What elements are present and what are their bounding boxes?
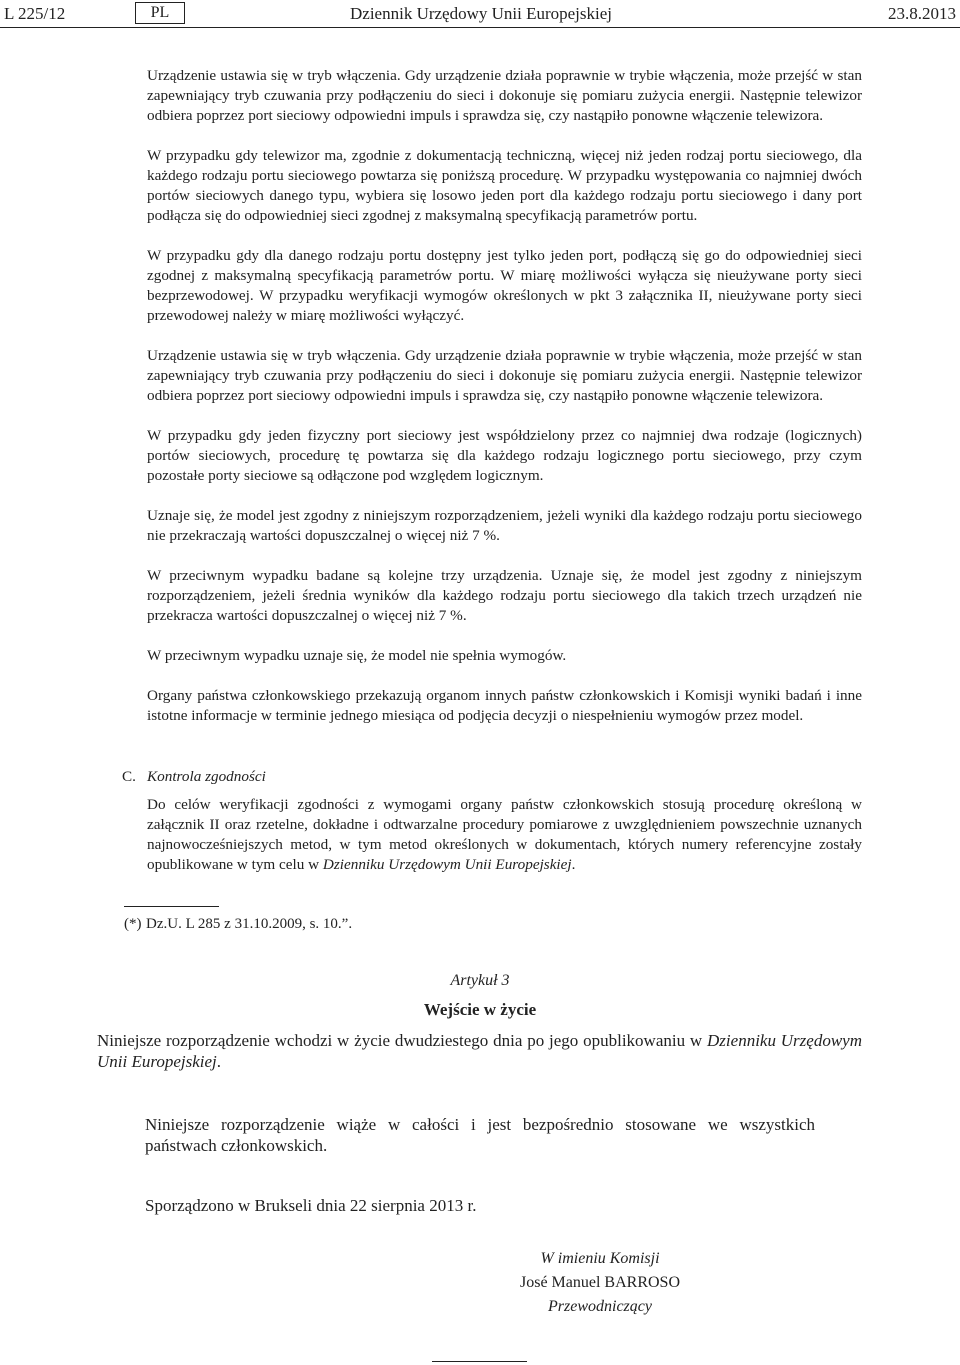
paragraph: W przeciwnym wypadku uznaje się, że model nie spełnia wymogów. <box>147 647 567 664</box>
paragraph: Urządzenie ustawia się w tryb włączenia. Gdy urządzenie działa poprawnie w trybie włączenia, może przejść w stan zapewniający tryb czuwania przy podłączeniu do sieci i dokonuje się pomiaru zużycia energii. Następnie telewizor odbiera poprzez port sieciowy odpowiedni impuls i sprawdza się, czy nastąpiło ponowne włączenie telewizora. <box>147 347 862 404</box>
article-body-text: Niniejsze rozporządzenie wchodzi w życie dwudziestego dnia po jego opublikowaniu w <box>97 1031 708 1050</box>
signatory-role: Przewodniczący <box>548 1298 652 1315</box>
article-title: Artykuł 3 <box>450 972 510 989</box>
section-title: Kontrola zgodności <box>147 768 266 785</box>
paragraph: W przypadku gdy jeden fizyczny port sieciowy jest współdzielony przez co najmniej dwa rodzaje (logicznych) portów sieciowych, procedurę tę powtarza się dla każdego rodzaju logicznego portu sieciowego, przy czym pozostałe porty sieciowe są odłączone pod względem logicznym. <box>147 427 862 484</box>
bottom-divider <box>432 1361 527 1362</box>
main-text <box>147 66 862 746</box>
section-number: C. <box>122 768 136 785</box>
section-body <box>147 795 862 875</box>
article-body <box>97 1030 862 1072</box>
journal-name: Dzienniku Urzędowym Unii Europejskiej <box>97 1031 862 1071</box>
journal-name: Dzienniku Urzędowym Unii Europejskiej <box>322 856 572 873</box>
section-body-text: Do celów weryfikacji zgodności z wymogami organy państw członkowskich stosują procedurę określoną w załącznik II oraz rzetelne, dokładne i odtwarzalne procedury pomiarowe z uwzględnieniem powszechnie uznanych najnowocześniejszych metod, w tym metod określonych w dokumentach, których numery referencyjne zostały opublikowane w tym celu w <box>147 796 862 873</box>
section-c <box>122 767 862 875</box>
publication-date: 23.8.2013 <box>888 4 956 23</box>
section-heading <box>122 767 862 787</box>
footnote-divider <box>124 906 219 907</box>
language-badge: PL <box>135 2 185 24</box>
paragraph: W przypadku gdy dla danego rodzaju portu dostępny jest tylko jeden port, podłączą się go do odpowiedniej sieci zgodnej z maksymalną specyfikacją parametrów portu. W miarę możliwości wyłącza się nieużywane porty sieci bezprzewodowej. W przypadku weryfikacji wymogów określonych w pkt 3 załącznika II, nieużywane porty sieci przewodowej należy w miarę możliwości wyłączyć. <box>147 247 862 324</box>
paragraph: Urządzenie ustawia się w tryb włączenia. Gdy urządzenie działa poprawnie w trybie włączenia, może przejść w stan zapewniający tryb czuwania przy podłączeniu do sieci i dokonuje się pomiaru zużycia energii. Następnie telewizor odbiera poprzez port sieciowy odpowiedni impuls i sprawdza się, czy nastąpiło ponowne włączenie telewizora. <box>147 67 862 124</box>
binding-clause: Niniejsze rozporządzenie wiąże w całości i jest bezpośrednio stosowane we wszystkich państwach członkowskich. <box>145 1115 815 1155</box>
journal-reference: L 225/12 <box>4 4 66 23</box>
section-body-end: . <box>571 856 576 873</box>
signature-on-behalf: W imieniu Komisji <box>540 1250 660 1267</box>
paragraph: Uznaje się, że model jest zgodny z niniejszym rozporządzeniem, jeżeli wyniki dla każdego rodzaju portu sieciowego nie przekraczają wartości dopuszczalnej o więcej niż 7 %. <box>147 507 862 544</box>
footnote-marker: (*) <box>124 916 142 932</box>
footnote-text: Dz.U. L 285 z 31.10.2009, s. 10.”. <box>146 916 353 932</box>
footnote <box>124 914 352 934</box>
page-header <box>0 3 960 28</box>
done-at-clause: Sporządzono w Brukseli dnia 22 sierpnia 2013 r. <box>145 1196 477 1215</box>
paragraph: W przeciwnym wypadku badane są kolejne trzy urządzenia. Uznaje się, że model jest zgodny z niniejszym rozporządzeniem, jeżeli średnia wyników dla każdego rodzaju portu sieciowego dla takich trzech urządzeń nie przekracza wartości dopuszczalnej o więcej niż 7 %. <box>147 567 862 624</box>
paragraph: Organy państwa członkowskiego przekazują organom innych państw członkowskich i Komisji wyniki badań i inne istotne informacje w terminie jednego miesiąca od podjęcia decyzji o niespełnieniu wymogów przez model. <box>147 687 862 724</box>
paragraph: W przypadku gdy telewizor ma, zgodnie z dokumentacją techniczną, więcej niż jeden rodzaj portu sieciowego, dla każdego rodzaju portu sieciowego powtarza się poniższą procedurę. W przypadku występowania co najmniej dwóch portów sieciowych danego typu, wybiera się losowo jeden port dla każdego rodzaju portu sieciowego i dany port podłącza się do odpowiedniej sieci zgodnej z maksymalną specyfikacją parametrów portu. <box>147 147 862 224</box>
signatory-name: José Manuel BARROSO <box>519 1274 680 1291</box>
article-body-end: . <box>216 1052 222 1071</box>
article-subtitle: Wejście w życie <box>423 1000 537 1019</box>
journal-title: Dziennik Urzędowy Unii Europejskiej <box>350 4 613 23</box>
